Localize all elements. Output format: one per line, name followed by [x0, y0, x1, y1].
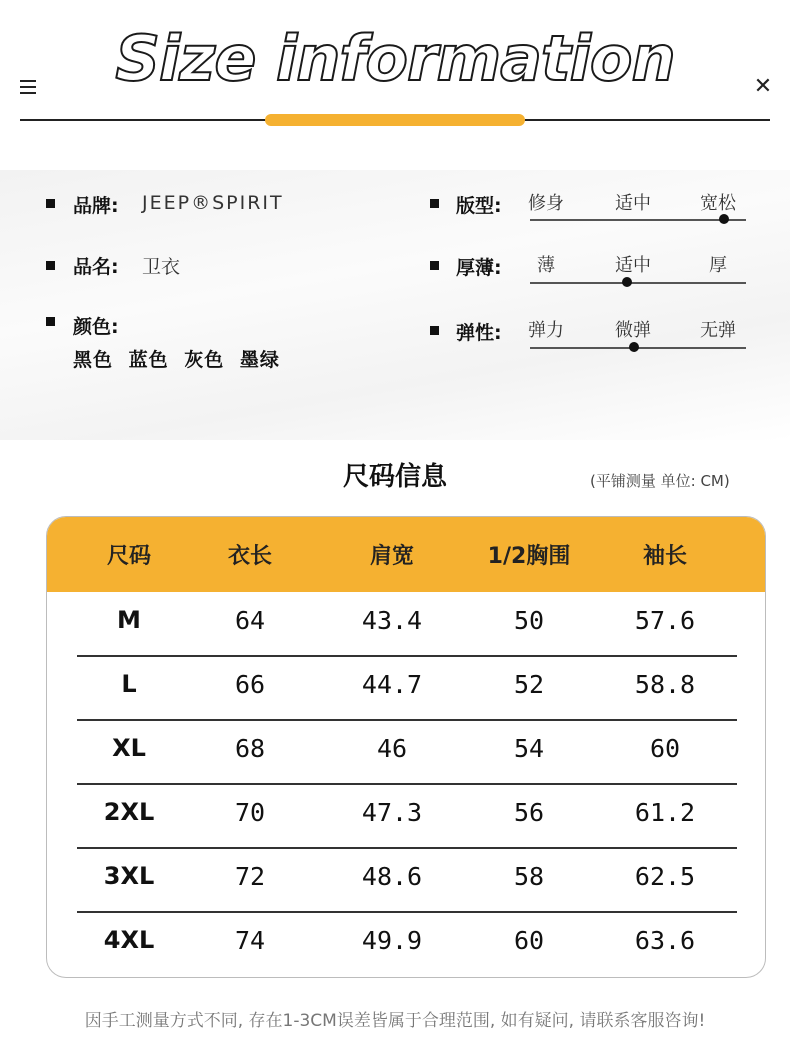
table-cell: 61.2 [634, 798, 696, 827]
table-cell: 66 [234, 670, 266, 699]
column-header: 尺码 [106, 544, 151, 569]
bullet-icon [430, 261, 439, 270]
table-cell: 43.4 [361, 606, 423, 635]
table-cell: 68 [234, 734, 266, 763]
column-header: 1/2胸围 [487, 544, 571, 569]
bullet-icon [46, 317, 55, 326]
footer-disclaimer: 因手工测量方式不同, 存在1-3CM误差皆属于合理范围, 如有疑问, 请联系客服咨询! [84, 1011, 706, 1031]
column-header: 衣长 [227, 544, 272, 569]
fit-option: 宽松 [700, 193, 736, 214]
table-cell: 72 [234, 862, 266, 891]
thickness-scale-line [530, 282, 746, 284]
table-cell: 64 [234, 606, 266, 635]
table-cell: 58 [513, 862, 545, 891]
bullet-icon [46, 199, 55, 208]
elasticity-label: 弹性: [456, 322, 502, 344]
row-divider [77, 719, 737, 721]
row-divider [77, 783, 737, 785]
brand-label: 品牌: [73, 195, 119, 217]
elasticity-scale-marker [629, 342, 639, 352]
thickness-option: 适中 [615, 255, 651, 276]
product-name-label: 品名: [73, 256, 119, 278]
column-header: 肩宽 [369, 544, 414, 569]
table-cell: M [117, 606, 141, 634]
table-cell: 74 [234, 926, 266, 955]
fit-label: 版型: [456, 195, 502, 217]
bullet-icon [430, 199, 439, 208]
fit-option: 适中 [615, 193, 651, 214]
fit-option: 修身 [528, 193, 564, 214]
column-header: 袖长 [642, 544, 687, 569]
table-cell: 48.6 [361, 862, 423, 891]
table-cell: 62.5 [634, 862, 696, 891]
color-values: 黑色 蓝色 灰色 墨绿 [73, 349, 280, 371]
table-cell: 52 [513, 670, 545, 699]
table-cell: 63.6 [634, 926, 696, 955]
thickness-label: 厚薄: [456, 257, 502, 279]
row-divider [77, 847, 737, 849]
header-accent-bar [265, 114, 525, 126]
table-cell: 2XL [103, 798, 155, 826]
page-title: Size information [115, 22, 675, 95]
thickness-option: 薄 [537, 255, 555, 276]
table-cell: 4XL [103, 926, 155, 954]
table-cell: XL [112, 734, 146, 762]
table-cell: 49.9 [361, 926, 423, 955]
measurement-note: (平铺测量 单位: CM) [590, 472, 730, 490]
table-cell: L [121, 670, 137, 698]
size-table-header [47, 517, 765, 592]
elasticity-option: 弹力 [528, 320, 564, 341]
table-cell: 47.3 [361, 798, 423, 827]
product-name-value: 卫衣 [142, 256, 181, 278]
fit-scale-line [530, 219, 746, 221]
table-cell: 46 [376, 734, 408, 763]
row-divider [77, 655, 737, 657]
table-cell: 56 [513, 798, 545, 827]
table-cell: 70 [234, 798, 266, 827]
table-cell: 58.8 [634, 670, 696, 699]
row-divider [77, 911, 737, 913]
color-label: 颜色: [73, 316, 119, 338]
table-cell: 57.6 [634, 606, 696, 635]
size-table [46, 516, 766, 978]
elasticity-option: 无弹 [700, 320, 736, 341]
bullet-icon [430, 326, 439, 335]
elasticity-option: 微弹 [615, 320, 651, 341]
table-cell: 60 [513, 926, 545, 955]
table-cell: 50 [513, 606, 545, 635]
table-cell: 44.7 [361, 670, 423, 699]
bullet-icon [46, 261, 55, 270]
brand-value: JEEP®SPIRIT [142, 192, 284, 214]
table-cell: 3XL [103, 862, 155, 890]
table-cell: 54 [513, 734, 545, 763]
size-section-heading: 尺码信息 [342, 462, 447, 492]
table-cell: 60 [649, 734, 681, 763]
close-icon[interactable]: ✕ [753, 74, 773, 99]
thickness-option: 厚 [709, 255, 727, 276]
